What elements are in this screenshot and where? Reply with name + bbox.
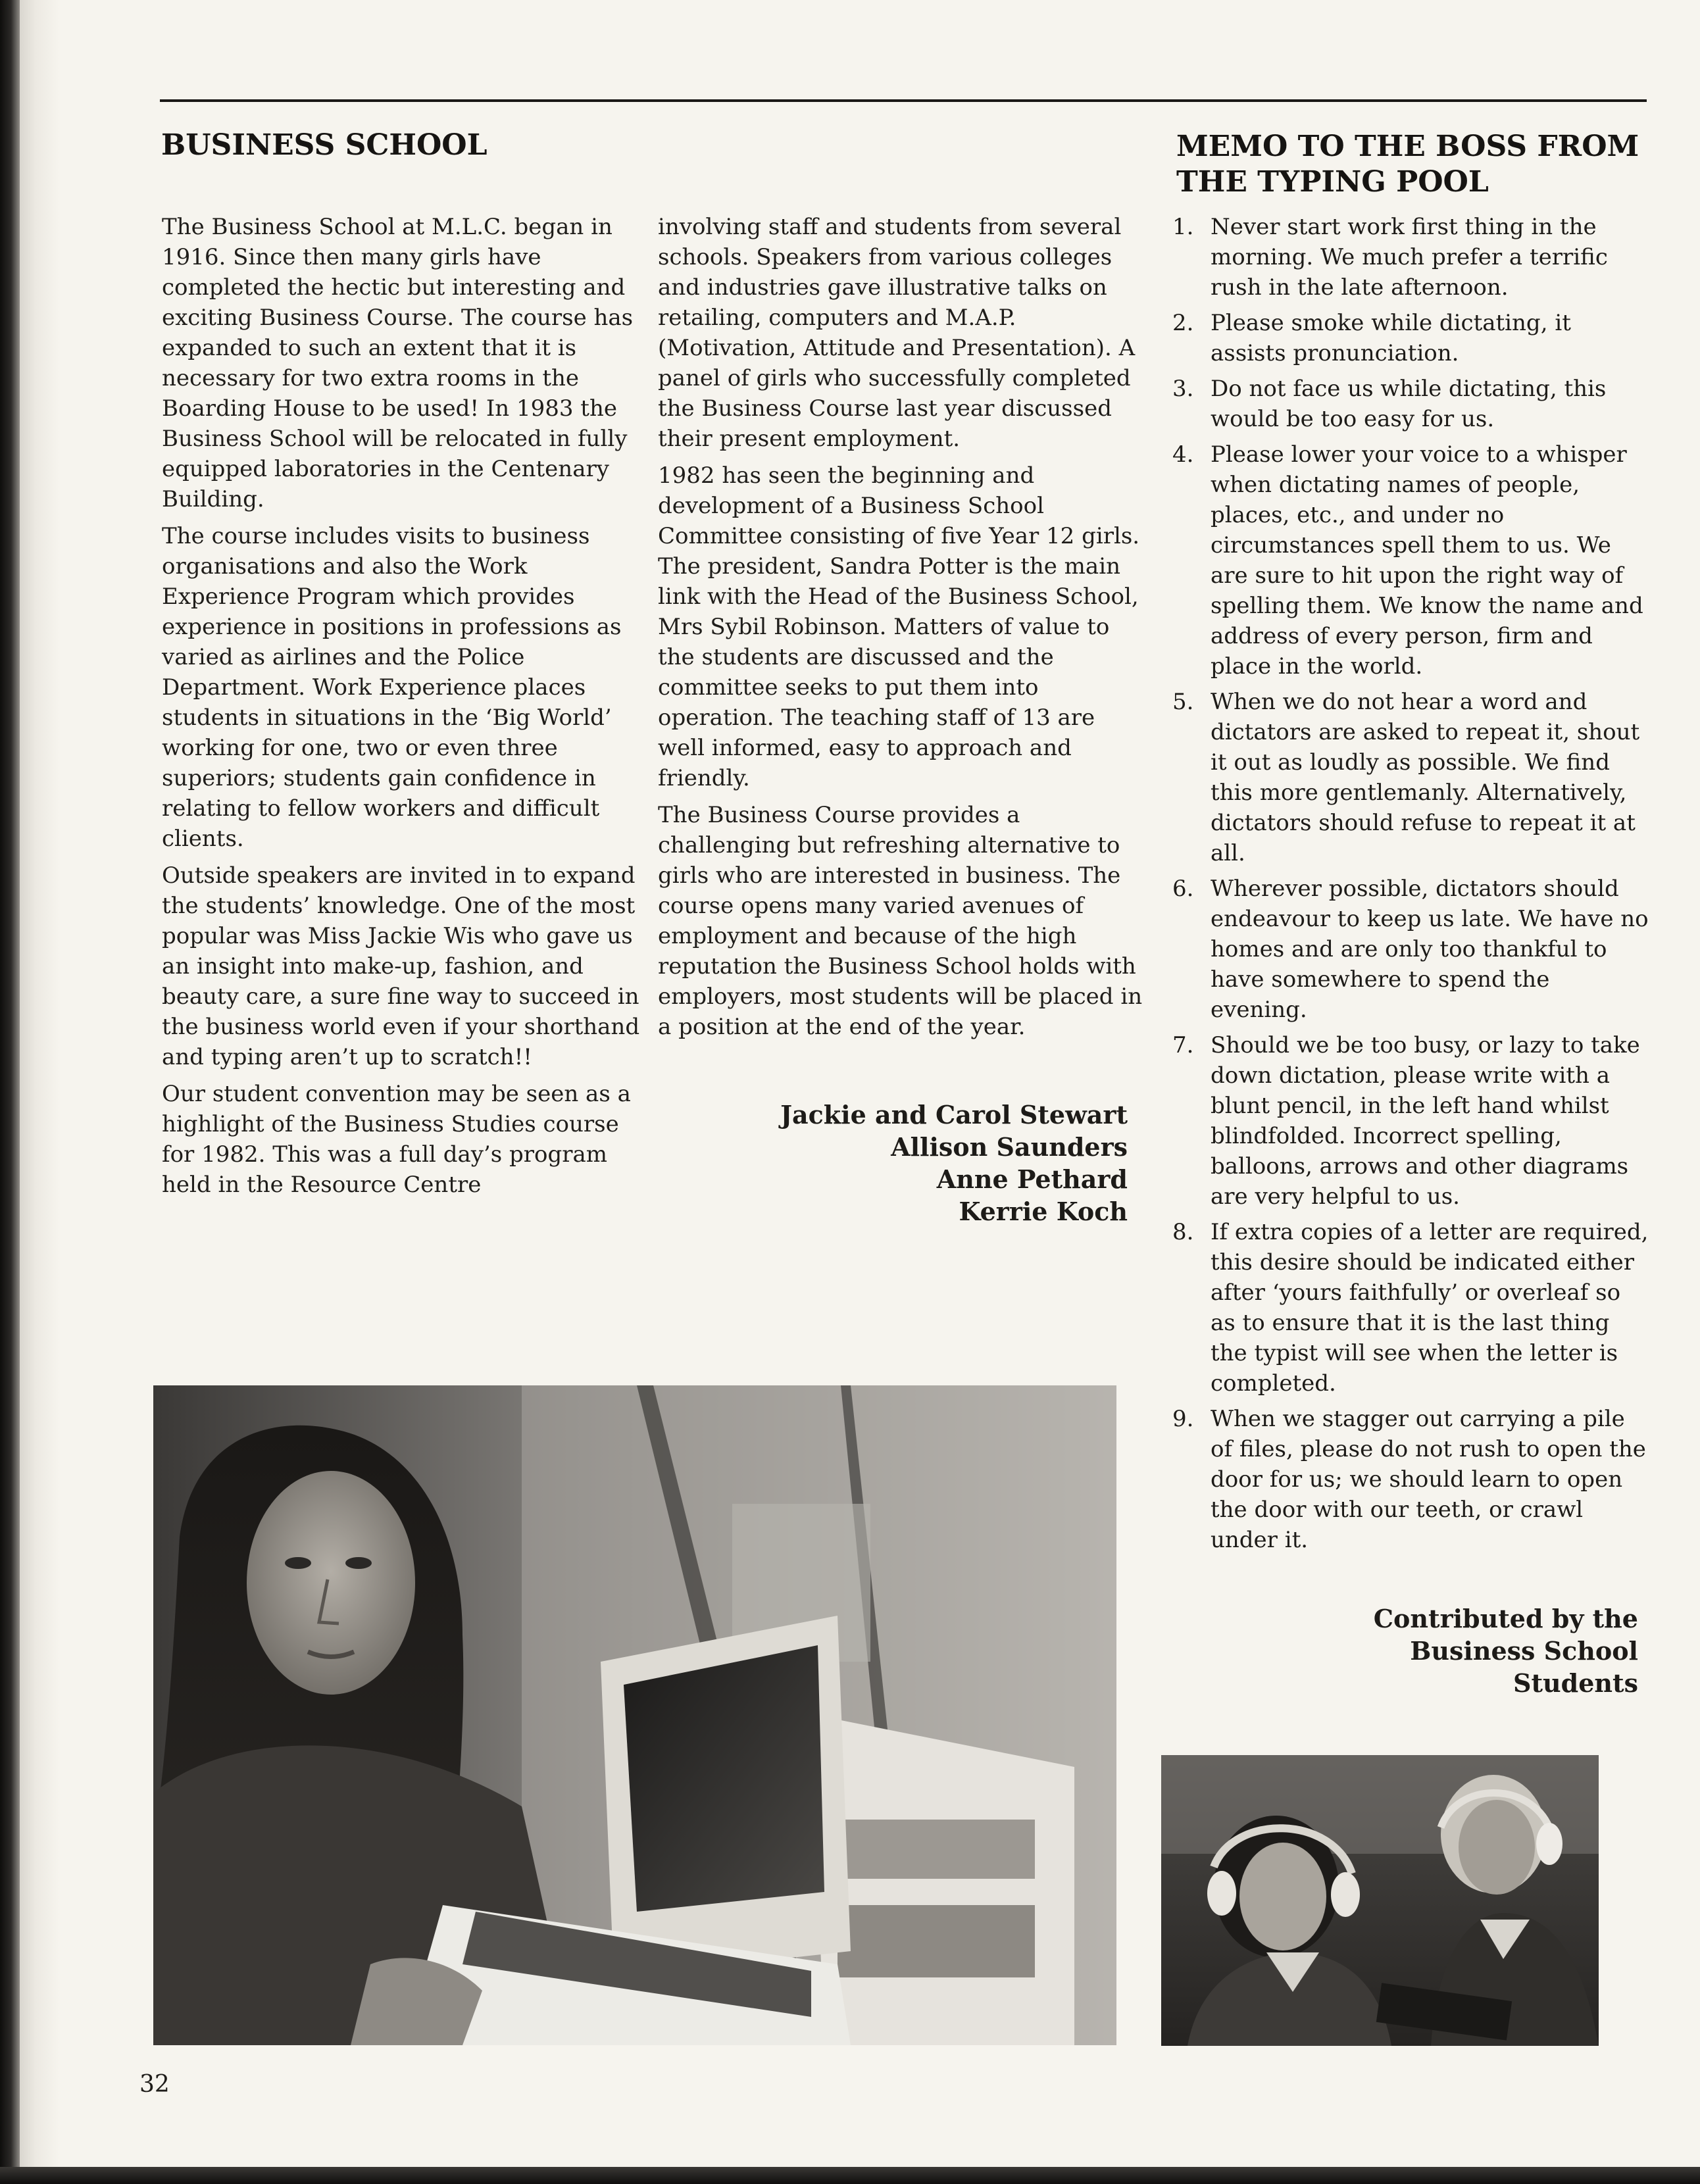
memo-item [1172,1404,1650,1555]
memo-item-text: Never start work first thing in the morning. We much prefer a terrific rush in the late afternoon. [1211,214,1608,301]
top-rule [160,99,1647,102]
memo-item-number: 5. [1172,689,1194,715]
memo-item-text: Should we be too busy, or lazy to take down dictation, please write with a blunt pencil, in the left hand whilst blindfolded. Incorrect spelling, balloons, arrows and other diagrams are very helpful to us. [1211,1032,1640,1210]
memo-item-text: Do not face us while dictating, this would be too easy for us. [1211,376,1607,432]
memo-item-number: 9. [1172,1406,1194,1432]
memo-item [1172,687,1650,868]
article-column-1 [162,212,642,1206]
memo-item-number: 1. [1172,214,1194,240]
memo-contributor [1289,1602,1638,1699]
memo-item [1172,212,1650,303]
page-gutter [20,0,59,2184]
memo-item [1172,439,1650,682]
memo-item [1172,1030,1650,1212]
page-number: 32 [139,2071,170,2098]
photo-students-with-headphones [1161,1755,1599,2046]
author-name: Kerrie Koch [959,1197,1128,1226]
contributor-line: Business School [1410,1636,1638,1666]
memo-item-number: 2. [1172,310,1194,336]
article-paragraph: Our student convention may be seen as a highlight of the Business Studies course for 1982. This was a full day’s program held in the Resource Centre [162,1081,631,1198]
contributor-line: Contributed by the [1373,1604,1638,1633]
author-name: Anne Pethard [936,1164,1128,1194]
article-paragraph: 1982 has seen the beginning and development of a Business School Committee consisting of five Year 12 girls. The president, Sandra Potter is the main link with the Head of the Business School, Mrs Sybil Robinson. Matters of value to the students are discussed and the committee seeks to put them into operation. The teaching staff of 13 are well informed, easy to approach and friendly. [658,462,1140,791]
contributor-line: Students [1513,1668,1638,1698]
memo-item [1172,874,1650,1025]
article-paragraph: The course includes visits to business organisations and also the Work Experience Program which provides experience in positions in professions as varied as airlines and the Police Department. Work Experience places students in situations in the ‘Big World’ working for one, two or even three superiors; students gain confidence in relating to fellow workers and difficult clients. [162,523,622,852]
photo-student-at-computer [153,1385,1116,2045]
memo-item-number: 6. [1172,876,1194,902]
memo-item [1172,374,1650,434]
business-school-heading: BUSINESS SCHOOL [161,128,488,162]
memo-item-text: Please smoke while dictating, it assists pronunciation. [1211,310,1571,366]
memo-item-number: 7. [1172,1032,1194,1058]
memo-list [1172,212,1650,1560]
memo-item [1172,308,1650,368]
memo-item-number: 3. [1172,376,1194,402]
memo-item-text: Please lower your voice to a whisper when dictating names of people, places, etc., and under no circumstances spell them to us. We are sure to hit upon the right way of spelling them. We know the name and address of every person, firm and place in the world. [1211,441,1643,680]
memo-item [1172,1217,1650,1399]
memo-item-number: 8. [1172,1219,1194,1245]
memo-item-text: If extra copies of a letter are required, this desire should be indicated either after ‘yours faithfully’ or overleaf so as to ensure that it is the last thing the typist will see when the letter is completed. [1211,1219,1649,1397]
memo-heading: MEMO TO THE BOSS FROM THE TYPING POOL [1176,130,1639,199]
memo-item-text: Wherever possible, dictators should endeavour to keep us late. We have no homes and are only too thankful to have somewhere to spend the evening. [1211,876,1649,1023]
article-column-2 [658,212,1145,1049]
memo-item-text: When we stagger out carrying a pile of files, please do not rush to open the door for us; we should learn to open the door with our teeth, or crawl under it. [1211,1406,1646,1553]
author-name: Allison Saunders [891,1132,1128,1162]
article-paragraph: The Business School at M.L.C. began in 1916. Since then many girls have completed the hectic but interesting and exciting Business Course. The course has expanded to such an extent that it is necessary for two extra rooms in the Boarding House to be used! In 1983 the Business School will be relocated in fully equipped laboratories in the Centenary Building. [162,214,634,512]
article-authors [658,1099,1128,1228]
book-binding [0,0,20,2184]
article-paragraph: The Business Course provides a challenging but refreshing alternative to girls who are interested in business. The course opens many varied avenues of employment and because of the high reputation the Business School holds with employers, most students will be placed in a position at the end of the year. [658,802,1143,1040]
article-paragraph: involving staff and students from several schools. Speakers from various colleges and industries gave illustrative talks on retailing, computers and M.A.P. (Motivation, Attitude and Presentation). A panel of girls who successfully completed the Business Course last year discussed their present employment. [658,214,1136,452]
memo-item-text: When we do not hear a word and dictators are asked to repeat it, shout it out as loudly as possible. We find this more gentlemanly. Alternatively, dictators should refuse to repeat it at all. [1211,689,1640,866]
author-name: Jackie and Carol Stewart [780,1100,1128,1129]
article-paragraph: Outside speakers are invited in to expand the students’ knowledge. One of the most popular was Miss Jackie Wis who gave us an insight into make-up, fashion, and beauty care, a sure fine way to succeed in the business world even if your shorthand and typing aren’t up to scratch!! [162,862,640,1070]
page-bottom-edge [0,2167,1700,2184]
memo-item-number: 4. [1172,441,1194,468]
